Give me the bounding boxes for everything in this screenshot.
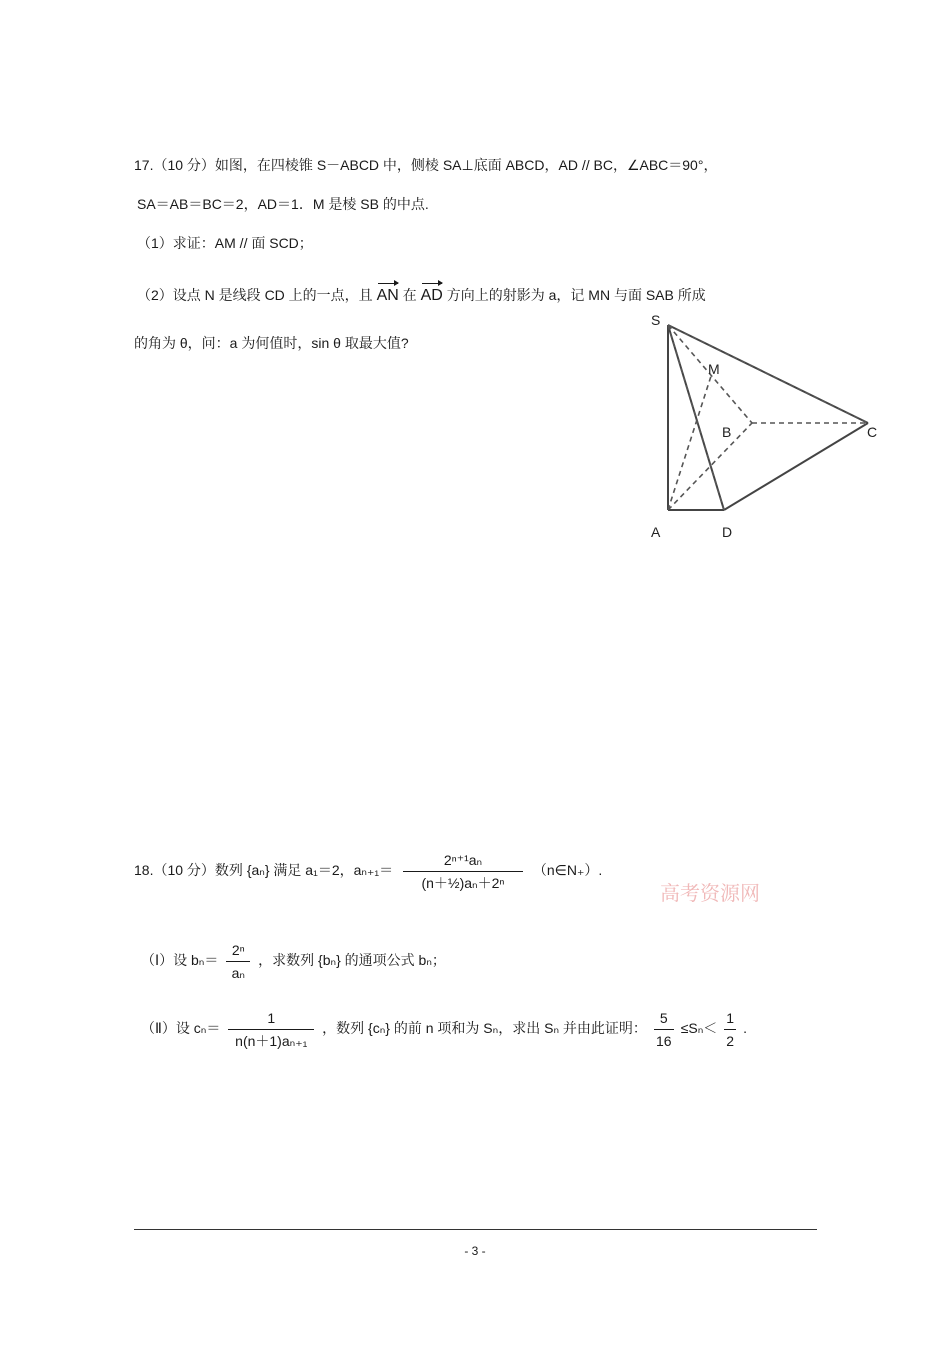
label-a: A: [651, 524, 661, 540]
part2-mid: 在: [402, 287, 417, 303]
p18-part1-post: ，求数列 {bₙ} 的通项公式 bₙ；: [258, 952, 446, 969]
edge-dc: [724, 423, 868, 510]
segment-am: [668, 373, 712, 510]
problem18-head: [134, 850, 602, 893]
ineq-left-denominator: 16: [656, 1033, 672, 1049]
label-c: C: [867, 424, 878, 440]
watermark: 高考资源网: [660, 881, 760, 905]
footer-rule: [134, 1229, 817, 1230]
recurrence-denominator: (n＋½)aₙ＋2ⁿ: [421, 875, 505, 891]
problem18-part1: [141, 940, 446, 983]
problem18-part2: [141, 1008, 747, 1051]
vector-ad: AD: [420, 287, 443, 304]
p18-part2-pre: （Ⅱ）设 cₙ＝: [141, 1020, 221, 1037]
part2-pre: （2）设点 N 是线段 CD 上的一点，且: [137, 287, 373, 303]
bn-fraction: [226, 940, 250, 983]
ineq-end: .: [743, 1020, 747, 1037]
cn-denominator: n(n＋1)aₙ₊₁: [235, 1033, 308, 1049]
bn-numerator: 2ⁿ: [231, 942, 245, 958]
vector-an: AN: [376, 287, 399, 304]
p18-part1-pre: （Ⅰ）设 bₙ＝: [141, 952, 219, 969]
ineq-right-numerator: 1: [726, 1010, 735, 1026]
recurrence-fraction: [403, 850, 523, 893]
label-d: D: [722, 524, 733, 540]
ineq-left-numerator: 5: [659, 1010, 668, 1026]
cn-numerator: 1: [267, 1010, 276, 1026]
p18-condition: （n∈N₊）.: [532, 862, 603, 879]
label-b: B: [722, 424, 732, 440]
problem17-part2-line2: 的角为 θ，问：a 为何值时，sin θ 取最大值?: [134, 335, 409, 351]
label-s: S: [651, 312, 661, 328]
problem17-line1: 17.（10 分）如图，在四棱锥 S－ABCD 中，侧棱 SA⊥底面 ABCD，AD // BC，∠ABC＝90°，: [134, 157, 718, 173]
ineq-fraction-left: [654, 1008, 674, 1051]
p18-head-text: 18.（10 分）数列 {aₙ} 满足 a₁＝2，aₙ₊₁＝: [134, 862, 394, 879]
ineq-middle: ≤Sₙ＜: [680, 1020, 718, 1037]
cn-fraction: [228, 1008, 314, 1051]
recurrence-numerator: 2ⁿ⁺¹aₙ: [443, 852, 483, 868]
p18-part2-mid: ，数列 {cₙ} 的前 n 项和为 Sₙ，求出 Sₙ 并由此证明：: [322, 1020, 647, 1037]
pyramid-figure: [640, 305, 890, 550]
page-number: - 3 -: [464, 1244, 486, 1258]
problem17-part1: （1）求证：AM // 面 SCD；: [137, 235, 313, 251]
label-m: M: [708, 361, 720, 377]
problem17-part2: [137, 285, 706, 306]
ineq-right-denominator: 2: [726, 1033, 735, 1049]
ineq-fraction-right: [724, 1008, 736, 1051]
problem17-line2: SA＝AB＝BC＝2，AD＝1．M 是棱 SB 的中点.: [137, 196, 429, 212]
part2-post: 方向上的射影为 a，记 MN 与面 SAB 所成: [446, 287, 706, 303]
bn-denominator: aₙ: [231, 965, 245, 981]
